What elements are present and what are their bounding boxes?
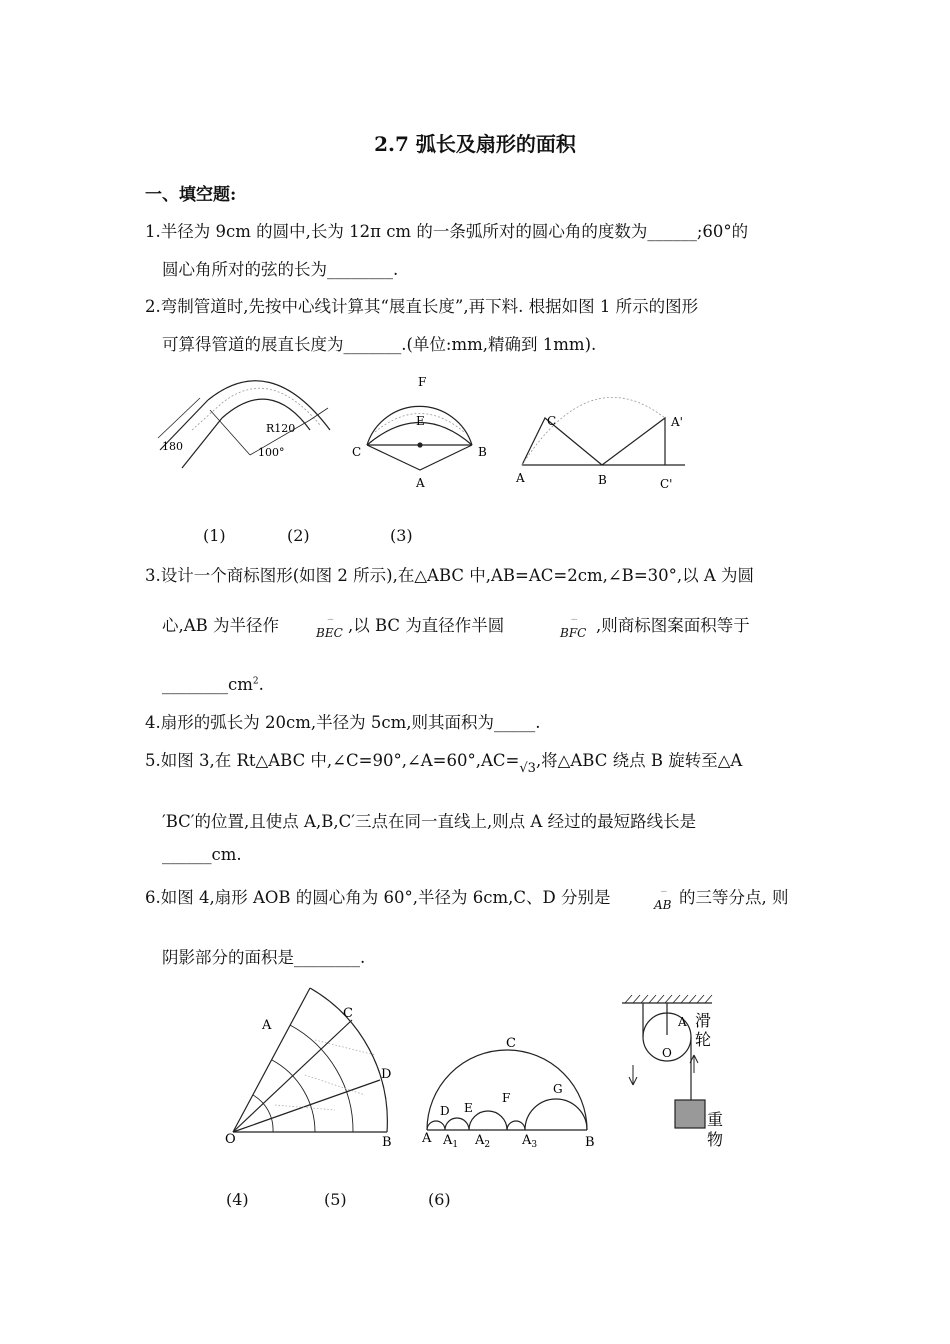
figure-1-pipe — [158, 381, 330, 468]
caption-fig6: (6) — [428, 1190, 451, 1209]
fig2-E: E — [416, 414, 425, 428]
fig4-B: B — [382, 1135, 392, 1150]
q5-line2: ′BC′的位置,且使点 A,B,C′三点在同一直线上,则点 A 经过的最短路线长是 — [162, 812, 697, 831]
fig5-C: C — [506, 1036, 516, 1051]
q6-line2: 阴影部分的面积是________. — [162, 948, 366, 967]
fig6-A: A — [678, 1015, 687, 1029]
fig5-G: G — [553, 1082, 563, 1096]
q3-line2c: ,则商标图案面积等于 — [596, 616, 750, 635]
fig3-Cp: C' — [660, 477, 673, 491]
fig6-pulley-label-2: 轮 — [695, 1030, 712, 1049]
fig4-D: D — [381, 1067, 392, 1082]
q6-arc-ab: ⌒ AB — [654, 891, 672, 912]
q6-line1a: 6.如图 4,扇形 AOB 的圆心角为 60°,半径为 6cm,C、D 分别是 — [145, 888, 611, 907]
figure-3-rotation — [522, 397, 685, 465]
fig5-A2: $A_2$ — [475, 1133, 491, 1150]
page-title: 2.7 弧长及扇形的面积 — [374, 132, 576, 156]
q3-line2a: 心,AB 为半径作 — [162, 616, 280, 635]
caption-fig2: (2) — [287, 526, 310, 545]
fig5-F: F — [502, 1091, 511, 1105]
fig6-pulley-label-1: 滑 — [695, 1011, 712, 1030]
fig6-weight-label-1: 重 — [707, 1110, 724, 1129]
fig6-O: O — [662, 1046, 672, 1060]
q2-line2: 可算得管道的展直长度为_______.(单位:mm,精确到 1mm). — [162, 335, 597, 354]
fig4-O: O — [225, 1132, 236, 1147]
q2-line1: 2.弯制管道时,先按中心线计算其“展直长度”,再下料. 根据如图 1 所示的图形 — [145, 297, 699, 316]
fig2-A: A — [416, 476, 425, 490]
caption-fig5: (5) — [324, 1190, 347, 1209]
fig5-E: E — [464, 1101, 473, 1115]
figure-4-sector — [233, 988, 387, 1132]
fig5-B: B — [585, 1135, 595, 1150]
q5-line1: 5.如图 3,在 Rt△ABC 中$,\angle C=90^\circ,\angle A=60^\circ,AC=_{√3}$,将△ABC 绕点 B 旋转至△A — [145, 751, 743, 776]
q4-line1: 4.扇形的弧长为 20cm,半径为 5cm,则其面积为_____. — [145, 713, 541, 732]
q3-arc-bec: ⌒ BEC — [316, 619, 343, 640]
fig3-A: A — [516, 471, 525, 485]
fig2-F: F — [418, 375, 427, 389]
fig2-C: C — [352, 445, 362, 459]
fig4-C: C — [343, 1006, 353, 1021]
fig5-A: A — [422, 1131, 432, 1146]
q3-line1: 3.设计一个商标图形(如图 2 所示),在△ABC 中,AB=AC=2cm,∠B=30°,以 A 为圆 — [145, 566, 755, 585]
section-heading: 一、填空题: — [145, 185, 237, 205]
fig3-B: B — [598, 473, 607, 487]
fig4-A: A — [262, 1018, 272, 1033]
q6-line1b: 的三等分点, 则 — [679, 888, 789, 907]
figure-row-1 — [150, 370, 690, 500]
fig1-angle-label: 100° — [258, 446, 285, 459]
fig6-weight-label-2: 物 — [707, 1130, 724, 1149]
figure-row-2 — [215, 985, 745, 1155]
q3-line3: $\_\_\_\_\_\_\_\_cm^2$. — [162, 675, 264, 694]
figure-5-semicircles — [427, 1050, 587, 1130]
fig5-A3: $A_3$ — [522, 1133, 538, 1150]
fig5-D: D — [440, 1104, 450, 1118]
q1-line1: 1.半径为 9cm 的圆中,长为 12π cm 的一条弧所对的圆心角的度数为______;60°的 — [145, 222, 749, 241]
caption-fig3: (3) — [390, 526, 413, 545]
fig3-C: C — [547, 414, 557, 428]
q3-line2b: ,以 BC 为直径作半圆 — [348, 616, 505, 635]
fig1-radius-label: R120 — [266, 422, 296, 435]
fig1-length-label: 180 — [162, 440, 183, 453]
fig2-B: B — [478, 445, 487, 459]
caption-fig4: (4) — [226, 1190, 249, 1209]
q3-arc-bfc: ⌒ BFC — [560, 619, 587, 640]
caption-fig1: (1) — [203, 526, 226, 545]
q1-line2: 圆心角所对的弦的长为________. — [162, 260, 399, 279]
q5-line3: ______cm. — [162, 845, 242, 864]
fig5-A1: $A_1$ — [443, 1133, 459, 1150]
fig3-Ap: A' — [671, 415, 683, 429]
